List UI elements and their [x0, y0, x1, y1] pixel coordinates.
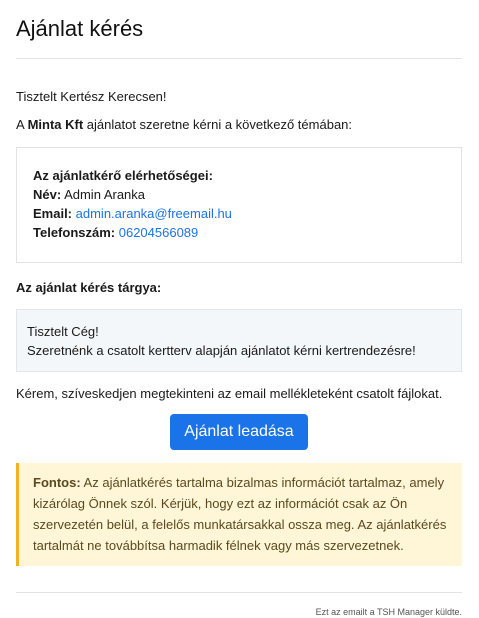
contact-heading: Az ajánlatkérő elérhetőségei:: [33, 168, 213, 183]
button-wrapper: [16, 414, 462, 450]
confidentiality-notice: [16, 463, 462, 566]
intro-prefix: A: [16, 117, 28, 132]
attachment-note: Kérem, szíveskedjen megtekinteni az email mellékleteként csatolt fájlokat.: [16, 386, 443, 401]
contact-name-label: Név:: [33, 187, 62, 202]
subject-label: Az ajánlat kérés tárgya:: [16, 280, 162, 295]
intro-text: [16, 117, 462, 133]
submit-offer-button[interactable]: Ajánlat leadása: [170, 414, 307, 450]
contact-phone-label: Telefonszám:: [33, 225, 116, 240]
warning-text: Az ajánlatkérés tartalma bizalmas információt tartalmaz, amely kizárólag Önnek szól. Kérjük, hogy ezt az információt csak az Ön szervezetén belül, a felelős munkatársakkal ossza meg. Az ajánlatkérés tartalmát ne továbbítsa harmadik félnek vagy más szervezetnek.: [33, 475, 447, 553]
contact-box: [16, 147, 462, 263]
intro-suffix: ajánlatot szeretne kérni a következő témában:: [83, 117, 353, 132]
warning-label: Fontos:: [33, 475, 81, 490]
contact-phone-row: [33, 223, 445, 242]
message-line-2: Szeretnénk a csatolt kertterv alapján ajánlatot kérni kertrendezésre!: [27, 343, 416, 358]
company-name: Minta Kft: [27, 117, 84, 132]
contact-email-link[interactable]: admin.aranka@freemail.hu: [75, 206, 232, 221]
header-divider: [16, 58, 462, 59]
message-box: [16, 309, 462, 372]
contact-name-row: [33, 185, 445, 204]
contact-phone-link[interactable]: 06204566089: [118, 225, 199, 240]
page-title: Ajánlat kérés: [16, 16, 144, 41]
message-line-1: Tisztelt Cég!: [27, 324, 99, 339]
contact-name-value: Admin Aranka: [61, 187, 146, 202]
greeting-text: Tisztelt Kertész Kerecsen!: [16, 89, 167, 104]
contact-email-label: Email:: [33, 206, 73, 221]
footer-text: Ezt az emailt a TSH Manager küldte.: [315, 607, 462, 617]
footer-divider: [16, 592, 462, 593]
contact-email-row: [33, 204, 445, 223]
